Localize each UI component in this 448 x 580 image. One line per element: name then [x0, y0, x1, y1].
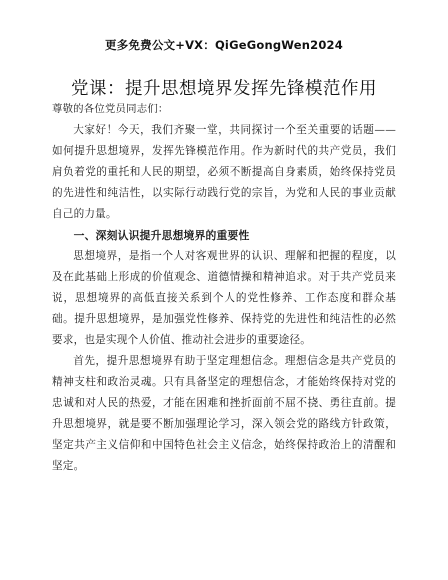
- promo-banner: 更多免费公文+VX：QiGeGongWen2024: [105, 38, 343, 52]
- salutation: 尊敬的各位党员同志们：: [52, 103, 169, 115]
- document-title: 党课：提升思想境界发挥先锋模范作用: [71, 79, 377, 99]
- point-paragraph: 首先，提升思想境界有助于坚定理想信念。理想信念是共产党员的精神支柱和政治灵魂。只有具备坚定的理想信念，才能始终保持对党的忠诚和对人民的热爱，才能在困难和挫折面前不屈不挠、勇往直前。提升思想境界，就是要不断加强理论学习，深入领会党的路线方针政策，坚定共产主义信仰和中国特色社会主义信念，始终保持政治上的清醒和坚定。: [52, 355, 396, 472]
- section-paragraph: 思想境界，是指一个人对客观世界的认识、理解和把握的程度，以及在此基础上形成的价值观念、道德情操和精神追求。对于共产党员来说，思想境界的高低直接关系到个人的党性修养、工作态度和群众基础。提升思想境界，是加强党性修养、保持党的先进性和纯洁性的必然要求，也是实现个人价值、推动社会进步的重要途径。: [52, 250, 396, 346]
- intro-paragraph: 大家好！今天，我们齐聚一堂，共同探讨一个至关重要的话题——如何提升思想境界，发挥先锋模范作用。作为新时代的共产党员，我们肩负着党的重托和人民的期望，必须不断提高自身素质，始终保持党员的先进性和纯洁性，以实际行动践行党的宗旨，为党和人民的事业贡献自己的力量。: [52, 124, 396, 220]
- section-heading: 一、深刻认识提升思想境界的重要性: [73, 229, 250, 242]
- document-body: [52, 99, 396, 477]
